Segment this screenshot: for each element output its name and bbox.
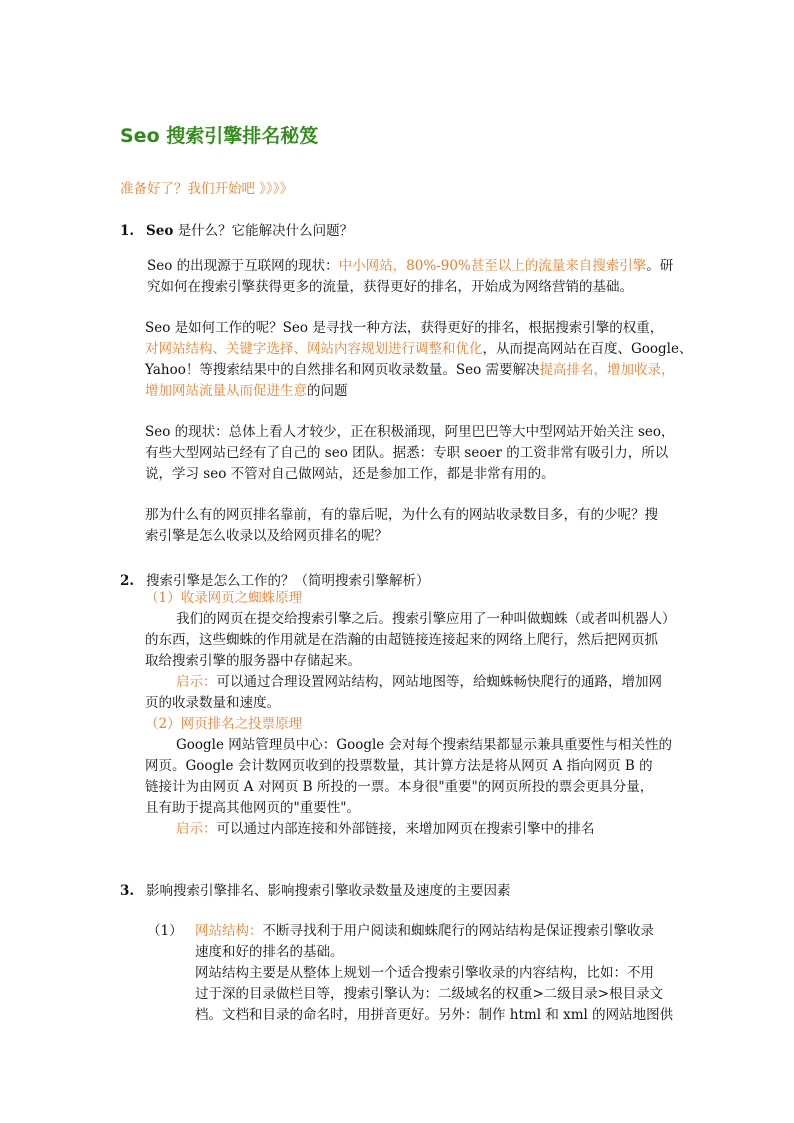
para-line: 且有助于提高其他网页的"重要性"。 <box>145 800 360 816</box>
tip-label: 启示： <box>176 674 217 690</box>
para-line: 有些大型网站已经有了自己的 seo 团队。据悉：专职 seoer 的工资非常有吸引力，所以 <box>145 445 669 461</box>
para-line: 索引擎是怎么收录以及给网页排名的呢？ <box>145 528 388 544</box>
para-line: 我们的网页在提交给搜索引擎之后。搜索引擎应用了一种叫做蜘蛛（或者叫机器人） <box>176 611 676 627</box>
section-3-item-1-body <box>195 921 674 1026</box>
para-line: Google 网站管理员中心：Google 会对每个搜索结果都显示兼具重要性与相关性的 <box>176 737 673 753</box>
para-text: Yahoo！等搜索结果中的自然排名和网页收录数量。Seo 需要解决 <box>145 362 540 378</box>
section-2-number: 2. <box>120 573 135 589</box>
para-line: Seo 的现状：总体上看人才较少，正在积极涌现，阿里巴巴等大中型网站开始关注 seo， <box>145 424 675 440</box>
highlight-text: 增加网站流量从而促进生意 <box>145 383 307 399</box>
para-line: 档。文档和目录的命名时，用拼音更好。另外：制作 html 和 xml 的网站地图供 <box>195 1007 674 1023</box>
subsection-2-2-title: （2）网页排名之投票原理 <box>145 716 303 732</box>
para-line: 说，学习 seo 不管对自己做网站，还是参加工作，都是非常有用的。 <box>145 466 555 482</box>
section-2-heading-text: 搜索引擎是怎么工作的？（简明搜索引擎解析） <box>146 573 430 589</box>
para-text: 不断寻找利于用户阅读和蜘蛛爬行的网站结构是保证搜索引擎收录 <box>262 923 654 939</box>
para-line: 网站结构主要是从整体上规划一个适合搜索引擎收录的内容结构，比如：不用 <box>195 965 654 981</box>
section-1-para-3 <box>145 422 674 485</box>
section-2-heading <box>120 569 430 589</box>
page-title: Seo 搜索引擎排名秘笈 <box>120 125 319 147</box>
para-line: 那为什么有的网页排名靠前，有的靠后呢，为什么有的网站收录数目多，有的少呢？搜 <box>145 507 658 523</box>
subsection-2-1-body <box>145 609 674 714</box>
section-3-item-1-number: （1） <box>147 923 183 939</box>
tip-label: 启示： <box>176 821 217 837</box>
section-1-heading-text: 是什么？它能解决什么问题？ <box>173 223 354 239</box>
section-3-number: 3. <box>120 883 135 899</box>
section-3-heading <box>120 879 511 899</box>
section-1-para-2 <box>145 318 693 402</box>
section-1-para-4 <box>145 505 674 547</box>
para-line: 速度和好的排名的基础。 <box>195 944 344 960</box>
para-line: 页的收录数量和速度。 <box>145 695 280 711</box>
subsection-2-1-title: （1）收录网页之蜘蛛原理 <box>145 590 303 606</box>
intro-line: 准备好了？我们开始吧 》》》》 <box>120 181 294 197</box>
section-1-para-1 <box>147 256 674 298</box>
para-text: ，从而提高网站在百度、Google、 <box>482 341 693 357</box>
section-1-heading <box>120 219 353 239</box>
para-line: 究如何在搜索引擎获得更多的流量，获得更好的排名，开始成为网络营销的基础。 <box>147 279 633 295</box>
section-1-bold: Seo <box>146 223 174 239</box>
para-line: 链接计为由网页 A 对网页 B 所投的一票。本身很"重要"的网页所投的票会更具分量， <box>145 779 654 795</box>
highlight-text: 对网站结构、关键字选择、网站内容规划进行调整和优化 <box>145 341 483 357</box>
highlight-text: 中小网站，80%-90%甚至以上的流量来自搜索引擎 <box>338 258 647 274</box>
para-line: 的东西，这些蜘蛛的作用就是在浩瀚的由超链接连接起来的网络上爬行，然后把网页抓 <box>145 632 658 648</box>
highlight-text: 提高排名，增加收录， <box>539 362 675 378</box>
section-1-number: 1. <box>120 223 135 239</box>
para-text: 。研 <box>646 258 674 274</box>
para-line: 网页。Google 会计数网页收到的投票数量，其计算方法是将从网页 A 指向网页 B 的 <box>145 758 653 774</box>
para-line: Seo 是如何工作的呢？Seo 是寻找一种方法，获得更好的排名，根据搜索引擎的权重， <box>145 320 664 336</box>
item-label: 网站结构： <box>195 923 263 939</box>
para-text: 可以通过合理设置网站结构，网站地图等，给蜘蛛畅快爬行的通路，增加网 <box>216 674 662 690</box>
para-line: 过于深的目录做栏目等，搜索引擎认为：二级域名的权重>二级目录>根目录文 <box>195 986 664 1002</box>
para-text: Seo 的出现源于互联网的现状： <box>147 258 339 274</box>
para-text: 的问题 <box>307 383 348 399</box>
section-3-heading-text: 影响搜索引擎排名、影响搜索引擎收录数量及速度的主要因素 <box>146 883 511 899</box>
para-line: 取给搜索引擎的服务器中存储起来。 <box>145 653 361 669</box>
subsection-2-2-body <box>145 735 674 840</box>
para-text: 可以通过内部连接和外部链接，来增加网页在搜索引擎中的排名 <box>216 821 595 837</box>
